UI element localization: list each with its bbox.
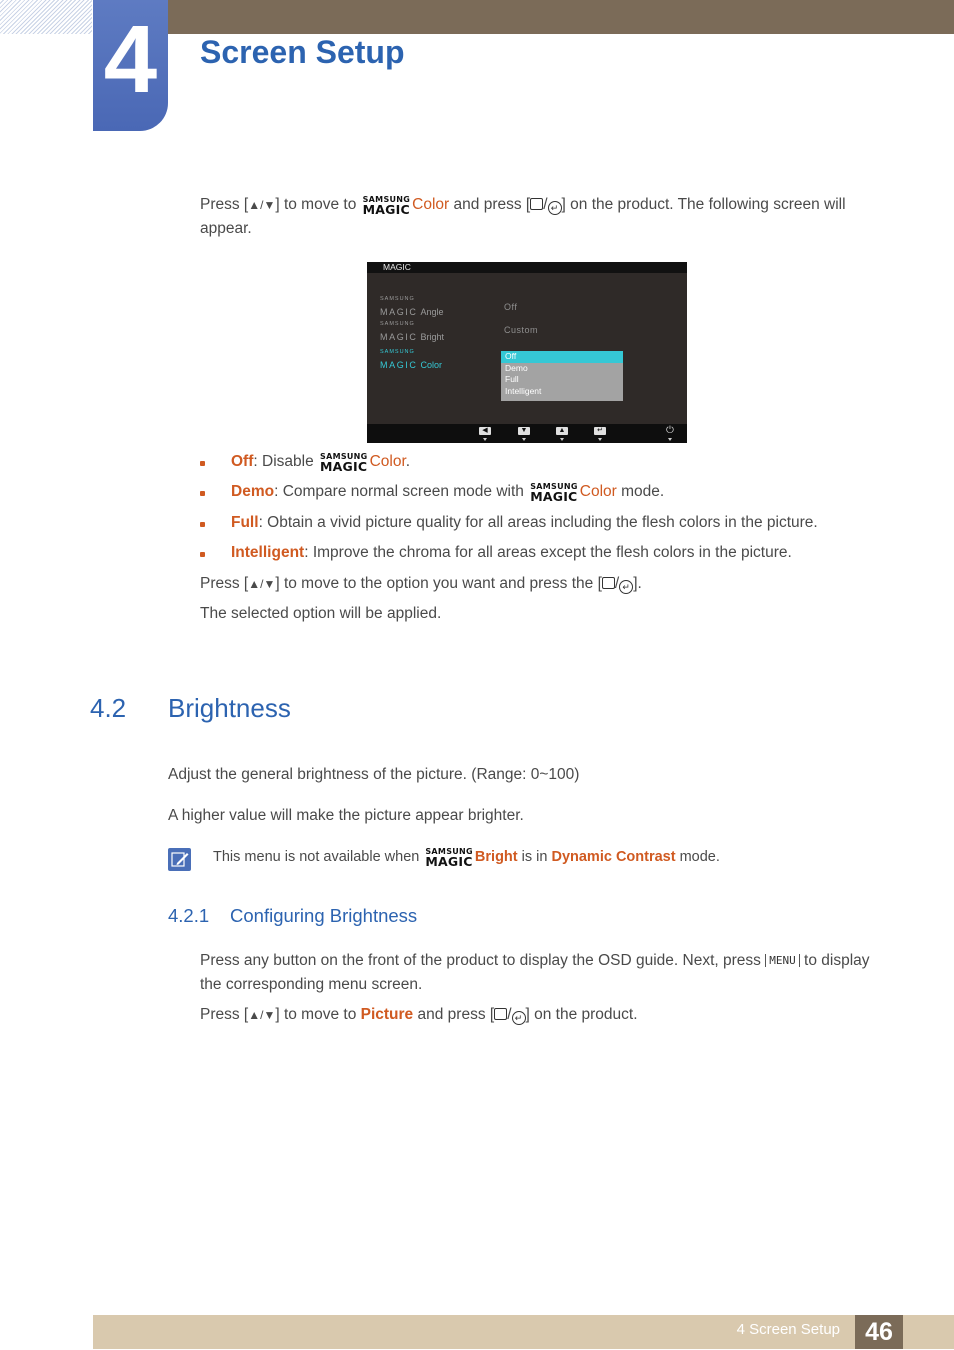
chapter-number-tab: 4 <box>93 0 168 131</box>
after-paragraph: Press [▲/▼] to move to the option you want and press the [ / ↵ ]. <box>200 575 642 592</box>
menu-key-icon: MENU <box>765 954 800 967</box>
down-arrow-icon: ▼ <box>518 427 530 435</box>
page-title: Screen Setup <box>200 34 405 70</box>
source-button-icon <box>494 1008 507 1020</box>
enter-icon: ↵ <box>594 427 606 435</box>
corner-hatch-decoration <box>0 0 92 34</box>
osd-option-full: Full <box>505 374 519 384</box>
bullet-marker <box>200 491 205 496</box>
osd-option-off: Off <box>501 351 623 363</box>
configure-paragraph-2: Press [▲/▼] to move to Picture and press [ / ↵ ] on the product. <box>200 1006 638 1023</box>
bullet-full: Full: Obtain a vivid picture quality for all areas including the flesh colors in the picture. <box>231 514 818 531</box>
configure-paragraph-1: Press any button on the front of the product to display the OSD guide. Next, press MENU to display the corresponding menu screen. <box>200 952 870 993</box>
samsung-magic-logo: SAMSUNG MAGIC <box>530 482 578 504</box>
note-text: This menu is not available when SAMSUNG MAGIC Bright is in Dynamic Contrast mode. <box>213 847 720 869</box>
subsection-heading: 4.2.1 Configuring Brightness <box>168 905 418 926</box>
header-bar <box>168 0 954 34</box>
osd-item-bright: SAMSUNG MAGIC Bright <box>380 321 445 342</box>
osd-tick-2 <box>522 438 526 441</box>
osd-option-demo: Demo <box>505 362 528 373</box>
osd-title-bar: MAGIC <box>367 262 687 273</box>
enter-button-icon: ↵ <box>512 1011 526 1025</box>
osd-value-angle: Off <box>504 302 518 312</box>
picture-term: Picture <box>360 1006 414 1023</box>
osd-tick-1 <box>483 438 487 441</box>
bullet-intelligent: Intelligent: Improve the chroma for all areas except the flesh colors in the picture. <box>231 544 792 561</box>
source-button-icon <box>602 577 615 589</box>
osd-tick-4 <box>598 438 602 441</box>
up-down-arrows-icon: ▲/▼ <box>248 1008 276 1022</box>
osd-button-guide <box>367 424 687 443</box>
footer-chapter-label: 4 Screen Setup <box>736 1321 840 1338</box>
up-arrow-icon: ▲ <box>556 427 568 435</box>
enter-button-icon: ↵ <box>619 580 633 594</box>
left-arrow-icon: ◀ <box>479 427 491 435</box>
osd-color-options <box>501 351 623 401</box>
osd-menu-screenshot <box>367 262 687 443</box>
bullet-marker <box>200 552 205 557</box>
up-down-arrows-icon: ▲/▼ <box>248 577 276 591</box>
applied-paragraph: The selected option will be applied. <box>200 605 442 622</box>
osd-tick-5 <box>668 438 672 441</box>
bullet-demo: Demo: Compare normal screen mode with SAMSUNG MAGIC Color mode. <box>231 482 665 504</box>
samsung-magic-logo: SAMSUNG MAGIC <box>320 452 368 474</box>
bullet-marker <box>200 522 205 527</box>
osd-value-bright: Custom <box>504 325 539 335</box>
enter-button-icon: ↵ <box>548 201 562 215</box>
power-icon: ⏻ <box>666 425 674 436</box>
source-button-icon <box>530 198 543 210</box>
samsung-magic-logo: SAMSUNG MAGIC <box>362 195 411 217</box>
osd-item-angle: SAMSUNG MAGIC Angle <box>380 296 444 317</box>
osd-item-color: SAMSUNG MAGIC Color <box>380 349 443 370</box>
bullet-marker <box>200 461 205 466</box>
osd-tick-3 <box>560 438 564 441</box>
brightness-range-paragraph: Adjust the general brightness of the picture. (Range: 0~100) <box>168 766 580 783</box>
intro-paragraph: Press [▲/▼] to move to SAMSUNG MAGIC Color and press [ / ↵ ] on the product. The following screen will appear. <box>200 195 846 237</box>
brightness-effect-paragraph: A higher value will make the picture appear brighter. <box>168 807 524 824</box>
up-down-arrows-icon: ▲/▼ <box>248 198 276 212</box>
page-number: 46 <box>855 1315 903 1349</box>
samsung-magic-logo: SAMSUNG MAGIC <box>425 847 473 869</box>
section-heading: 4.2 Brightness <box>90 693 291 723</box>
note-icon <box>168 848 191 871</box>
color-term: Color <box>412 196 450 213</box>
bullet-off: Off: Disable SAMSUNG MAGIC Color. <box>231 452 411 474</box>
osd-option-intelligent: Intelligent <box>505 385 542 396</box>
